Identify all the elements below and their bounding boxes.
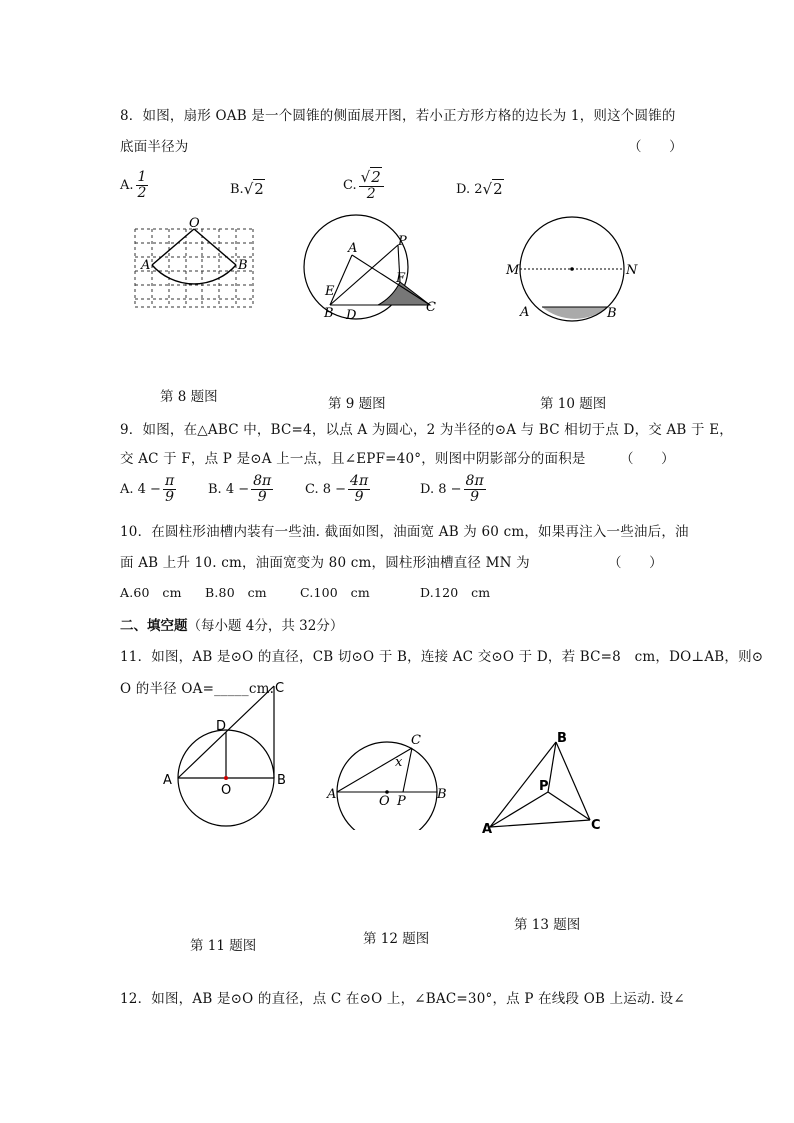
q9-option-b-fraction xyxy=(251,474,273,504)
q10-option-a: A.60 cm xyxy=(120,585,182,600)
q8-option-a-fraction xyxy=(136,170,149,200)
fig12-label-x: x xyxy=(395,755,403,770)
fig12-label-p: P xyxy=(397,794,406,809)
q8-option-c-numerator: √2 xyxy=(359,170,384,187)
q8-option-c-radicand: 2 xyxy=(371,168,381,186)
fig11-label-o: O xyxy=(221,783,232,798)
q8-option-c-fraction xyxy=(359,170,384,201)
q9-option-a-denominator: 9 xyxy=(165,488,175,505)
fig11-label-b: B xyxy=(277,773,286,788)
figure-10-oil-tank xyxy=(500,210,650,325)
figure-9-circle-triangle xyxy=(300,210,450,325)
q9-option-c-fraction xyxy=(348,474,370,504)
q8-option-a-denominator: 2 xyxy=(137,184,147,201)
q8-option-d xyxy=(456,180,504,198)
q8-option-c-denominator: 2 xyxy=(366,185,376,202)
q8-option-b-label: B. xyxy=(230,181,244,197)
q8-answer-paren: （ ） xyxy=(628,139,683,155)
fig11-label-d: D xyxy=(216,719,227,734)
q8-option-a xyxy=(120,170,150,200)
q8-option-d-radical: √2 xyxy=(482,180,503,198)
q11-text-line2: O 的半径 OA=_____cm. xyxy=(120,681,275,697)
sector-oab xyxy=(152,229,236,284)
section-note: （每小题 4分，共 32分） xyxy=(187,618,344,634)
fig9-label-b: B xyxy=(324,306,334,321)
fig8-label-o: O xyxy=(189,216,200,231)
caption-fig8: 第 8 题图 xyxy=(160,389,218,405)
fig13-label-b: B xyxy=(557,731,567,746)
q12-text-line1: 12．如图，AB 是⊙O 的直径，点 C 在⊙O 上，∠BAC=30°，点 P 在线段 OB 上运动. 设∠ xyxy=(120,991,685,1007)
figure-12-angle xyxy=(325,730,455,830)
q9-option-a xyxy=(120,474,178,504)
grid-lines xyxy=(135,229,253,307)
fig11-label-a: A xyxy=(163,773,172,788)
fig13-label-a: A xyxy=(482,822,493,837)
fig12-label-a: A xyxy=(327,787,337,802)
figure-11-tangent xyxy=(155,672,305,837)
q10-option-c: C.100 cm xyxy=(300,585,370,600)
fig8-label-a: A xyxy=(141,258,151,273)
caption-fig11: 第 11 题图 xyxy=(190,938,257,954)
fig9-label-d: D xyxy=(346,308,357,323)
q9-text-line1: 9．如图，在△ABC 中，BC=4，以点 A 为圆心，2 为半径的⊙A 与 BC 相切于点 D，交 AB 于 E， xyxy=(120,422,733,438)
q9-option-d xyxy=(420,474,488,504)
q9-option-c-denominator: 9 xyxy=(354,488,364,505)
q11-text-line1: 11．如图，AB 是⊙O 的直径，CB 切⊙O 于 B，连接 AC 交⊙O 于 D，若 BC=8 cm，DO⊥AB，则⊙ xyxy=(120,649,764,665)
fig10-label-b: B xyxy=(607,306,617,321)
q9-option-b-denominator: 9 xyxy=(257,488,267,505)
figure-13-triangle-point xyxy=(478,730,608,840)
fig13-label-p: P xyxy=(539,779,549,794)
figure-8-sector-grid xyxy=(125,215,265,315)
fig13-label-c: C xyxy=(591,818,601,833)
fig11-label-c: C xyxy=(275,681,285,696)
q8-text-line2: 底面半径为 xyxy=(120,139,189,155)
caption-fig12: 第 12 题图 xyxy=(363,931,430,947)
q8-option-d-label: D. 2 xyxy=(456,181,483,197)
center-point xyxy=(570,267,574,271)
q8-option-b xyxy=(230,180,265,198)
q8-option-c-label: C. xyxy=(343,178,357,194)
caption-fig9: 第 9 题图 xyxy=(328,396,386,412)
caption-fig10: 第 10 题图 xyxy=(540,396,607,412)
q9-option-c-label: C. 8 − xyxy=(305,481,347,497)
q8-option-a-label: A. xyxy=(120,177,134,193)
center-o-point xyxy=(224,776,228,780)
q9-option-d-fraction xyxy=(464,474,486,504)
q8-option-b-radical: √2 xyxy=(243,180,264,198)
fig12-label-c: C xyxy=(411,733,421,748)
q10-text-line1: 10．在圆柱形油槽内装有一些油. 截面如图，油面宽 AB 为 60 cm，如果再注入一些油后，油 xyxy=(120,524,689,540)
q9-option-d-numerator: 8π xyxy=(465,473,484,489)
fig12-label-b: B xyxy=(437,787,447,802)
q8-option-d-radicand: 2 xyxy=(493,180,503,198)
section-fill-in-blank xyxy=(120,614,343,634)
q9-option-a-numerator: π xyxy=(164,473,175,489)
q10-option-b: B.80 cm xyxy=(205,585,267,600)
q9-option-b-label: B. 4 − xyxy=(208,481,250,497)
q8-option-a-numerator: 1 xyxy=(137,169,147,185)
q9-answer-paren: （ ） xyxy=(620,451,675,467)
q9-option-d-label: D. 8 − xyxy=(420,481,462,497)
section-title: 二、填空题 xyxy=(120,618,188,634)
q9-option-a-label: A. 4 − xyxy=(120,481,161,497)
q9-option-a-fraction xyxy=(163,474,176,504)
circle-o xyxy=(337,742,437,830)
q10-answer-paren: （ ） xyxy=(608,555,663,571)
fig10-label-m: M xyxy=(506,263,520,278)
caption-fig13: 第 13 题图 xyxy=(514,917,581,933)
fig9-label-p: P xyxy=(398,234,407,249)
q8-option-c xyxy=(343,170,386,201)
fig9-label-c: C xyxy=(426,300,436,315)
fig10-label-a: A xyxy=(520,305,530,320)
q9-option-b xyxy=(208,474,275,504)
q8-option-b-radicand: 2 xyxy=(254,180,264,198)
q10-text-line2: 面 AB 上升 10. cm，油面宽变为 80 cm，圆柱形油槽直径 MN 为 xyxy=(120,555,530,571)
fig9-label-f: F xyxy=(396,271,406,286)
q9-text-line2: 交 AC 于 F，点 P 是⊙A 上一点，且∠EPF=40°，则图中阴影部分的面积是 xyxy=(120,451,586,467)
fig10-label-n: N xyxy=(626,263,638,278)
q10-option-d: D.120 cm xyxy=(420,585,491,600)
q9-option-c-numerator: 4π xyxy=(350,473,369,489)
fig9-label-a: A xyxy=(348,241,358,256)
q9-option-c xyxy=(305,474,372,504)
triangle-abc xyxy=(330,245,430,305)
q8-text-line1: 8．如图，扇形 OAB 是一个圆锥的侧面展开图，若小正方形方格的边长为 1，则这个圆锥的 xyxy=(120,108,676,124)
figure-12-lines xyxy=(337,748,437,792)
q9-option-d-denominator: 9 xyxy=(470,488,480,505)
fig8-label-b: B xyxy=(238,258,248,273)
fig9-label-e: E xyxy=(325,284,335,299)
q9-option-b-numerator: 8π xyxy=(253,473,272,489)
fig12-label-o: O xyxy=(379,794,390,809)
